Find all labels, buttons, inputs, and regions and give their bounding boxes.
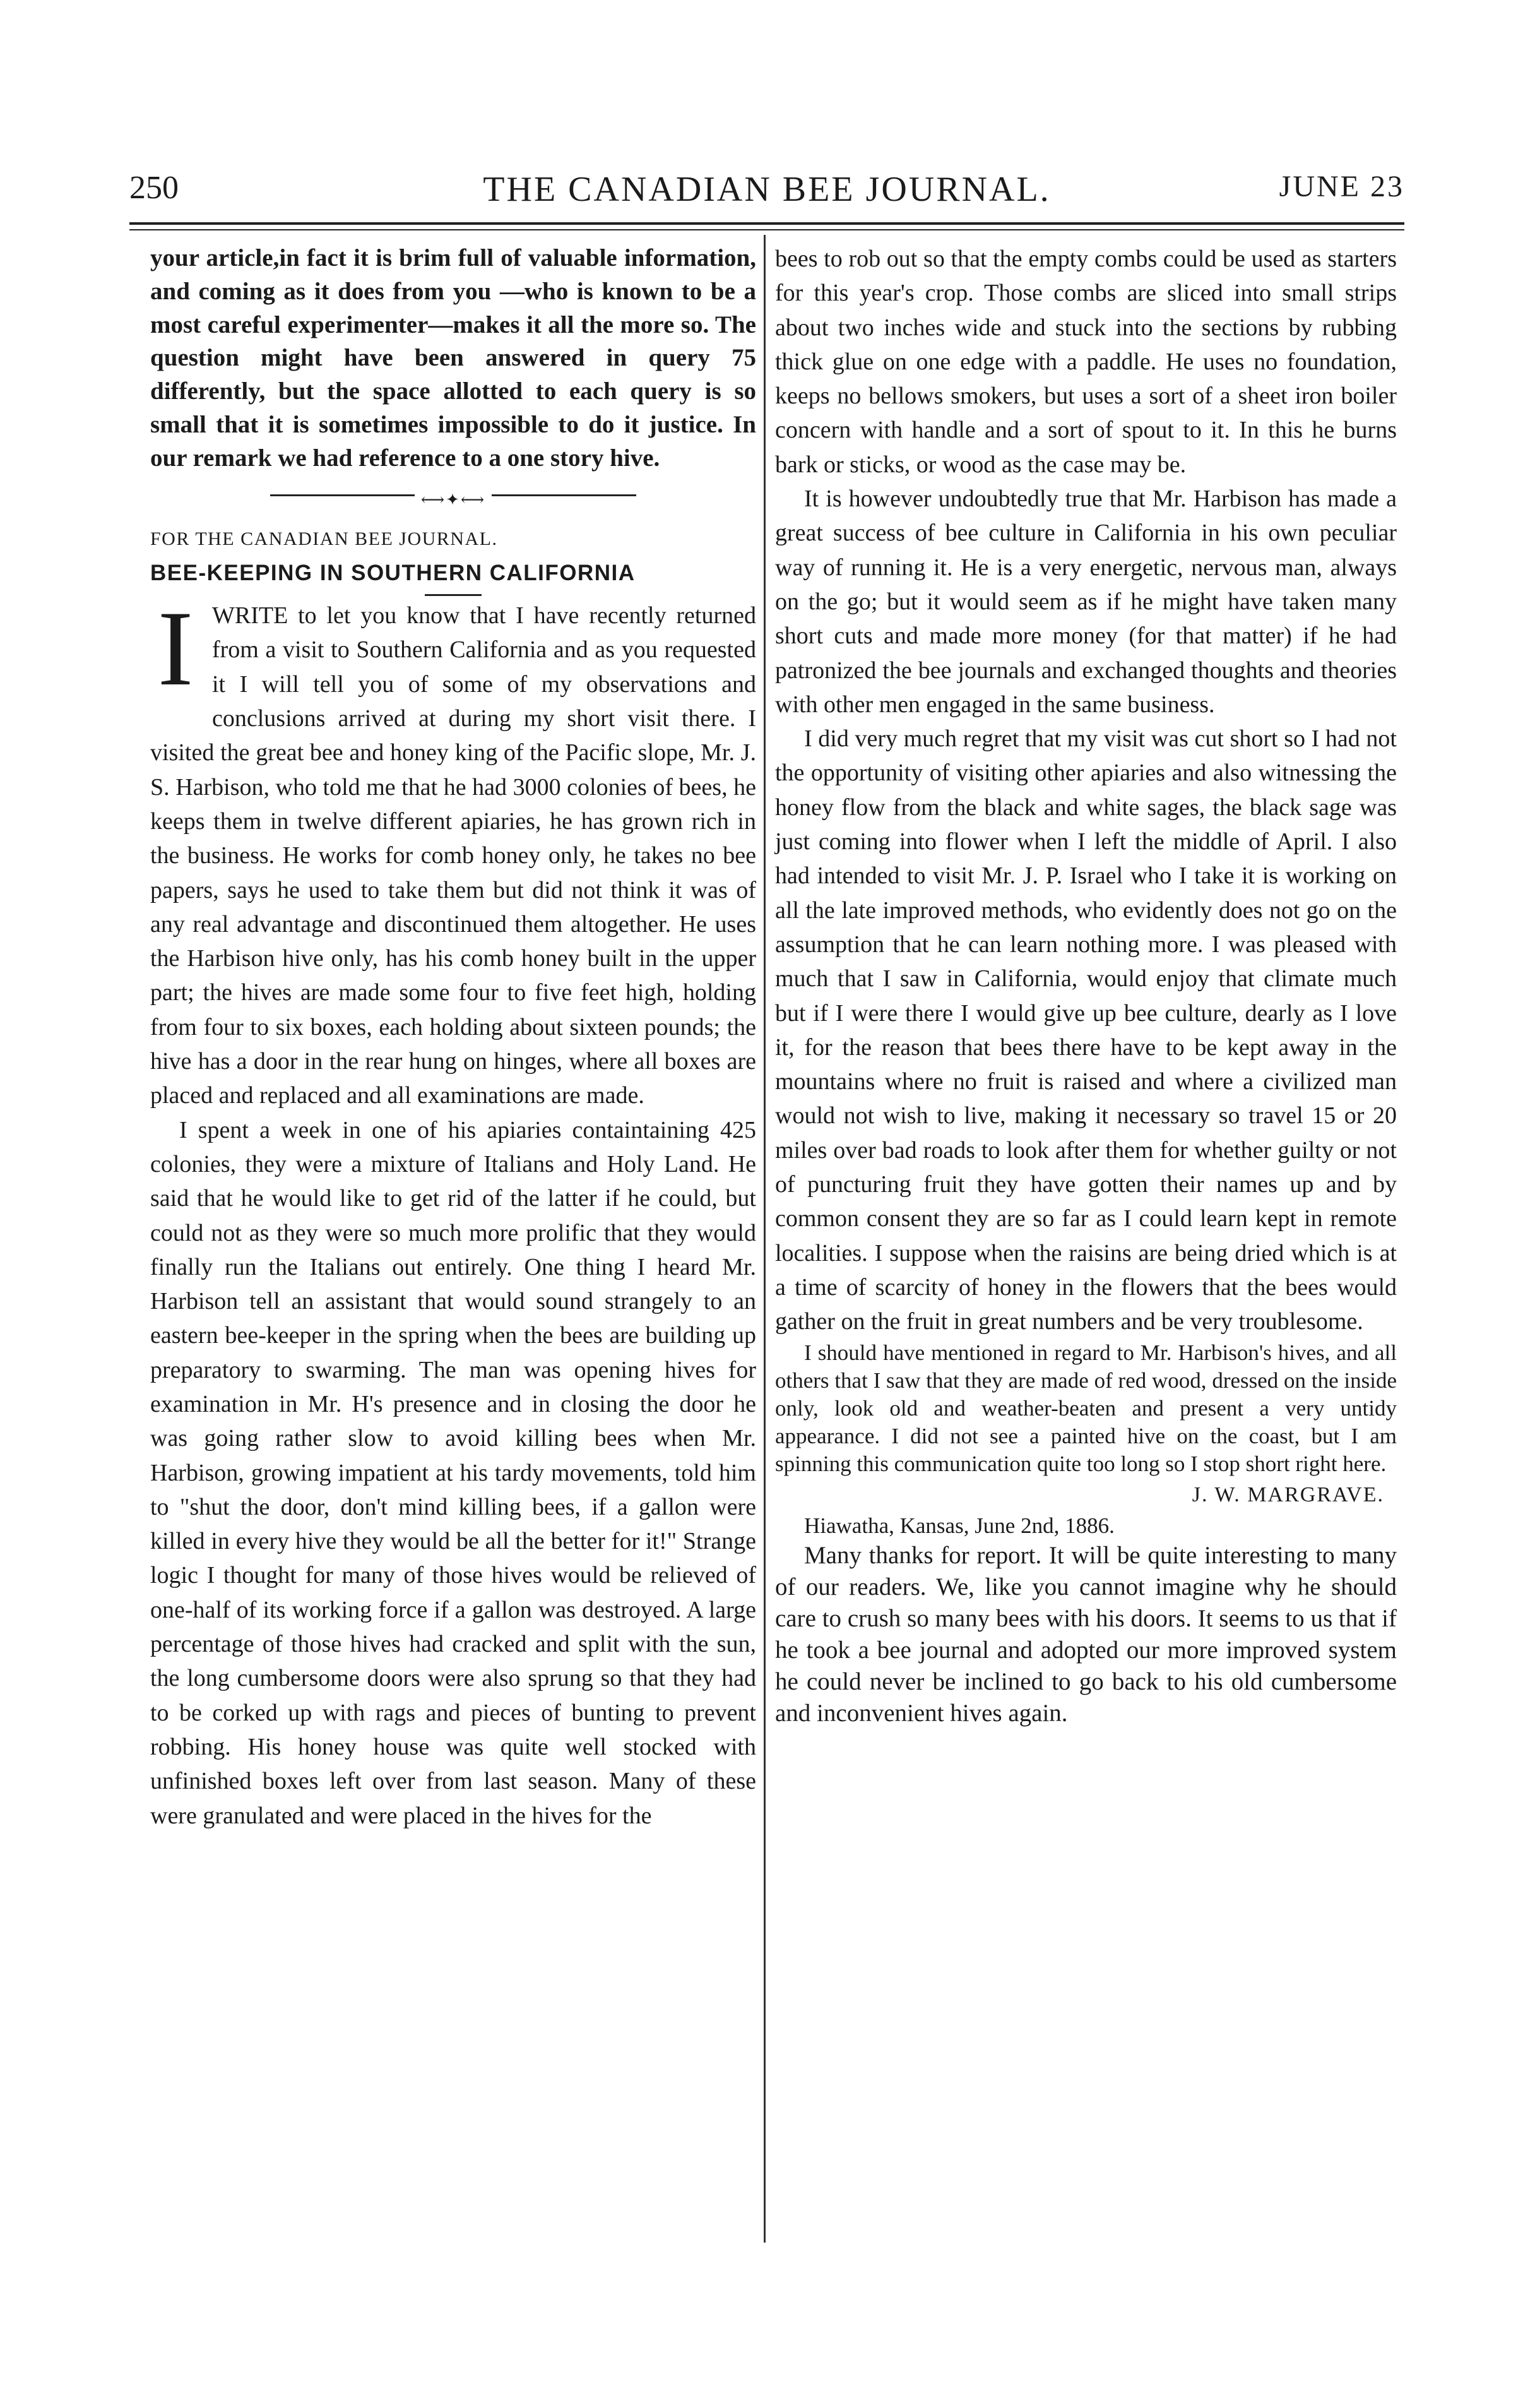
editor-note: your article,in fact it is brim full of valuable information, and coming as it does from you —who is known to be a most careful experimenter—makes it all the more so. The question might have been answered in query 75 differently, but the space allotted to each query is so small that it is sometimes impossible to do it justice. In our remark we had reference to a one story hive. [150, 244, 756, 472]
article-paragraph: It is however undoubtedly true that Mr. Harbison has made a great success of bee culture in California in his own peculiar way of running it. He is a very energetic, nervous man, always on the go; but it would seem as if he might have taken many short cuts and made more money (for that matter) if he had patronized the bee journals and exchanged thoughts and theories with other men engaged in the same business. [775, 486, 1397, 718]
page-header [129, 169, 1404, 213]
article-paragraph [150, 589, 756, 1112]
journal-title: THE CANADIAN BEE JOURNAL. [483, 170, 1051, 209]
article-paragraph: I did very much regret that my visit was cut short so I had not the opportunity of visiting other apiaries and also witnessing the honey flow from the black and white sages, the black sage was just coming into flower when I left the middle of April. I also had intended to visit Mr. J. P. Israel who I take it is working on all the late improved methods, who evidently does not go on the assumption that he can learn nothing more. I was pleased with much that I saw in California, would enjoy that climate much but if I were there I would give up bee culture, dearly as I love it, for the reason that bees there have to be kept away in the mountains where no fruit is raised and where a civilized man would not wish to live, making it necessary so travel 15 or 20 miles over bad roads to look after them for whether guilty or not of puncturing fruit they have gotten their names up and by common consent they are so far as I could learn kept in remote localities. I suppose when the raisins are being dried which is at a time of scarcity of honey in the flowers that the bees would gather on the fruit in great numbers and be very troublesome. [775, 725, 1397, 1335]
page-number: 250 [129, 170, 179, 206]
author-location-date: Hiawatha, Kansas, June 2nd, 1886. [804, 1513, 1115, 1538]
drop-cap: I [157, 589, 194, 708]
article-paragraph: bees to rob out so that the empty combs could be used as starters for this year's crop. Those combs are sliced into small strips about two inches wide and stuck into the sections by rubbing thick glue on one edge with a paddle. He uses no foundation, keeps no bellows smokers, but uses a sort of a sheet iron boiler concern with handle and a sort of spout to it. In this he burns bark or sticks, or wood as the case may be. [775, 246, 1397, 478]
article-paragraph: I should have mentioned in regard to Mr. Harbison's hives, and all others that I saw that they are made of red wood, dressed on the inside only, look old and weather-beaten and present a very untidy appearance. I did not see a painted hive on the coast, but I am spinning this communication quite too long so I stop short right here. [775, 1340, 1397, 1476]
column-divider [764, 235, 766, 2243]
header-rule [129, 222, 1404, 225]
issue-date: JUNE 23 [1279, 170, 1404, 203]
article-byline: FOR THE CANADIAN BEE JOURNAL. [150, 528, 498, 549]
article-title: BEE-KEEPING IN SOUTHERN CALIFORNIA [150, 560, 636, 585]
header-rule-thin [129, 229, 1404, 230]
author-signature: J. W. MARGRAVE. [1192, 1482, 1384, 1506]
article-paragraph: I spent a week in one of his apiaries containtaining 425 colonies, they were a mixture of Italians and Holy Land. He said that he would like to get rid of the latter if he could, but could not as they were so much more prolific that they would finally run the Italians out entirely. One thing I heard Mr. Harbison tell an assistant that would sound strangely to an eastern bee-keeper in the spring when the bees are building up preparatory to swarming. The man was opening hives for examination in Mr. H's presence and in closing the door he was going rather slow to avoid killing bees when Mr. Harbison, growing impatient at his tardy movements, told him to "shut the door, don't mind killing bees, if a gallon were killed in every hive they would be all the better for it!" Strange logic I thought for many of those hives would be relieved of one-half of its working force if a gallon was destroyed. A large percentage of those hives had cracked and split with the sun, the long cumbersome doors were also sprung so that they had to be corked up with rags and pieces of bunting to prevent robbing. His honey house was quite well stocked with unfinished boxes left over from last season. Many of these were granulated and were placed in the hives for the [150, 1116, 756, 1829]
left-column [150, 242, 756, 1833]
editor-reply: Many thanks for report. It will be quite interesting to many of our readers. We, like you cannot imagine why he should care to crush so many bees with his doors. It seems to us that if he took a bee journal and adopted our more improved system he could never be inclined to go back to his old cumbersome and inconvenient hives again. [775, 1541, 1397, 1727]
title-rule [425, 594, 482, 596]
section-ornament [150, 475, 756, 516]
article-paragraph-text: WRITE to let you know that I have recently returned from a visit to Southern California and as you requested it I will tell you of some of my observations and conclusions arrived at during my short visit there. I visited the great bee and honey king of the Pacific slope, Mr. J. S. Harbison, who told me that he had 3000 colonies of bees, he keeps them in twelve different apiaries, he has grown rich in the business. He works for comb honey only, he takes no bee papers, says he used to take them but did not think it was of any real advantage and discontinued them altogether. He uses the Harbison hive only, has his comb honey built in the upper part; the hives are made some four to five feet high, holding from four to six boxes, each holding about sixteen pounds; the hive has a door in the rear hung on hinges, where all boxes are placed and replaced and all examinations are made. [150, 602, 756, 1109]
right-column [775, 242, 1397, 1729]
ornament-icon: ⟷✦⟷ [415, 491, 492, 509]
